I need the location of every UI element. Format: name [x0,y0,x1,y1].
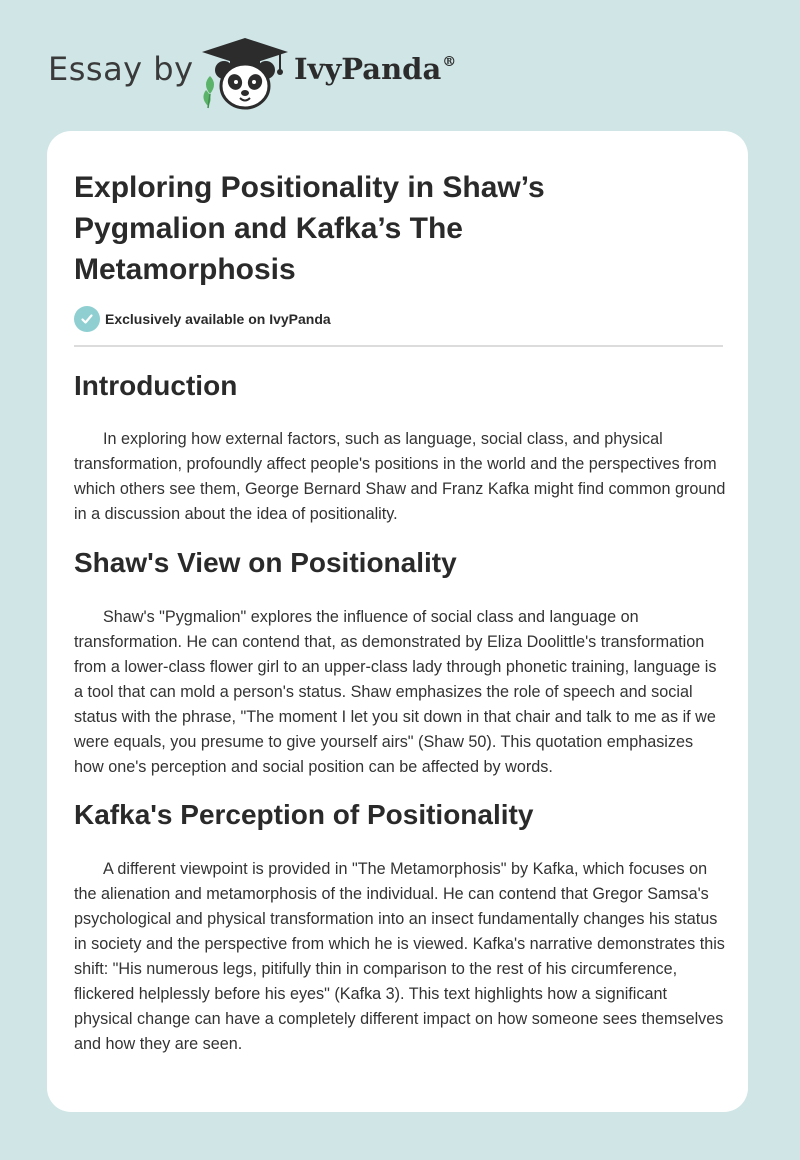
registered-mark: ® [442,54,457,70]
checkmark-icon [74,306,100,332]
section-paragraph-introduction: In exploring how external factors, such as language, social class, and physical transformation, profoundly affect people's positions in the world and the perspectives from which others see them, George Bernard Shaw and Franz Kafka might find common ground in a discussion about the idea of positionality. [74,430,726,523]
page-title: Exploring Positionality in Shaw’s Pygmalion and Kafka’s The Metamorphosis [74,171,545,286]
brand-prefix: Essay by [48,50,194,88]
brand-name-text: IvyPanda [294,52,442,86]
badge-label: Exclusively available on IvyPanda [105,311,331,327]
essay-card [47,131,748,1112]
panda-logo-icon[interactable] [200,36,290,112]
section-paragraph-kafka: A different viewpoint is provided in "The Metamorphosis" by Kafka, which focuses on the alienation and metamorphosis of the individual. He can contend that Gregor Samsa's psychological and physical transformation into an insect fundamentally changes his status in society and the perspective from which he is viewed. Kafka's narrative demonstrates this shift: "His numerous legs, pitifully thin in comparison to the rest of his circumference, flickered helplessly before his eyes" (Kafka 3). This text highlights how a significant physical change can have a completely different impact on how someone sees themselves and how they are seen. [74,860,725,1053]
section-heading-kafka: Kafka's Perception of Positionality [74,799,534,830]
site-header [0,0,800,130]
brand-name[interactable] [294,52,456,86]
availability-badge [74,306,331,332]
section-paragraph-shaw: Shaw's "Pygmalion" explores the influence of social class and language on transformation. He can contend that, as demonstrated by Eliza Doolittle's transformation from a lower-class flower girl to an upper-class lady through phonetic training, language is a tool that can mold a person's status. Shaw emphasizes the role of speech and social status with the phrase, "The moment I let you sit down in that chair and talk to me as if we were equals, you presume to give yourself airs" (Shaw 50). This quotation emphasizes how one's perception and social position can be affected by words. [74,608,717,776]
section-heading-shaw: Shaw's View on Positionality [74,547,457,578]
divider [74,345,723,347]
section-heading-introduction: Introduction [74,370,238,401]
